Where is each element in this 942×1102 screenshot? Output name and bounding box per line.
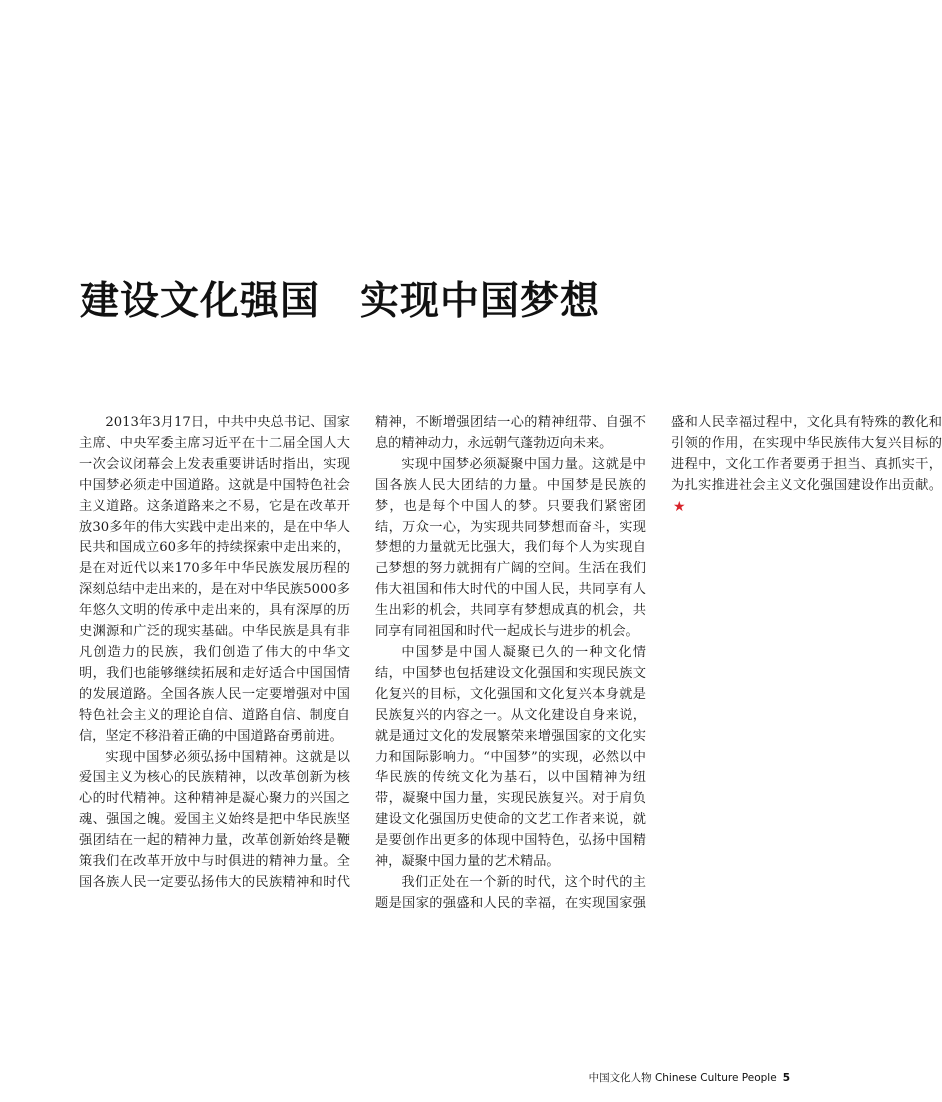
page-title: 建设文化强国 实现中国梦想 — [80, 278, 601, 324]
article-paragraph-5: 我们正处在一个新的时代，这个时代的主题是国家的强盛和人民的幸福，在实现国家强盛和人民幸福过程中，文化具有特殊的教化和引领的作用，在实现中华民族伟大复兴目标的进程中，文化工作者要勇于担当、真抓实干，为扎实推进社会主义文化强国建设作出贡献。 — [375, 415, 942, 911]
page-footer — [589, 1070, 790, 1085]
article-paragraph-1: 2013年3月17日，中共中央总书记、国家主席、中央军委主席习近平在十二届全国人大一次会议闭幕会上发表重要讲话时指出，实现中国梦必须走中国道路。这就是中国特色社会主义道路。这条道路来之不易，它是在改革开放30多年的伟大实践中走出来的，是在中华人民共和国成立60多年的持续探索中走出来的，是在对近代以来170多年中华民族发展历程的深刻总结中走出来的，是在对中华民族5000多年悠久文明的传承中走出来的，具有深厚的历史渊源和广泛的现实基础。中华民族是具有非凡创造力的民族，我们创造了伟大的中华文明，我们也能够继续拓展和走好适合中国国情的发展道路。全国各族人民一定要增强对中国特色社会主义的理论自信、道路自信、制度自信，坚定不移沿着正确的中国道路奋勇前进。 — [79, 415, 350, 744]
article-paragraph-3: 实现中国梦必须凝聚中国力量。这就是中国各族人民大团结的力量。中国梦是民族的梦，也是每个中国人的梦。只要我们紧密团结，万众一心，为实现共同梦想而奋斗，实现梦想的力量就无比强大，我们每个人为实现自己梦想的努力就拥有广阔的空间。生活在我们伟大祖国和伟大时代的中国人民，共同享有人生出彩的机会，共同享有梦想成真的机会，共同享有同祖国和时代一起成长与进步的机会。 — [375, 456, 646, 640]
article-paragraph-4: 中国梦是中国人凝聚已久的一种文化情结，中国梦也包括建设文化强国和实现民族文化复兴的目标，文化强国和文化复兴本身就是民族复兴的内容之一。从文化建设自身来说，就是通过文化的发展繁荣来增强国家的文化实力和国际影响力。“中国梦”的实现，必然以中华民族的传统文化为基石，以中国精神为纽带，凝聚中国力量，实现民族复兴。对于肩负建设文化强国历史使命的文艺工作者来说，就是要创作出更多的体现中国特色，弘扬中国精神，凝聚中国力量的艺术精品。 — [375, 644, 646, 870]
article-body — [79, 413, 942, 933]
article-paragraph-2: 实现中国梦必须弘扬中国精神。这就是以爱国主义为核心的民族精神，以改革创新为核心的时代精神。这种精神是凝心聚力的兴国之魂、强国之魄。爱国主义始终是把中华民族坚强团结在一起的精神力量，改革创新始终是鞭策我们在改革开放中与时俱进的精神力量。全国各族人民一定要弘扬伟大的民族精神和时代精神，不断增强团结一心的精神纽带、自强不息的精神动力，永远朝气蓬勃迈向未来。 — [79, 415, 646, 890]
end-mark-star-icon: ★ — [673, 498, 686, 515]
page-number: 5 — [782, 1072, 790, 1084]
publication-name: 中国文化人物 Chinese Culture People — [588, 1072, 777, 1084]
